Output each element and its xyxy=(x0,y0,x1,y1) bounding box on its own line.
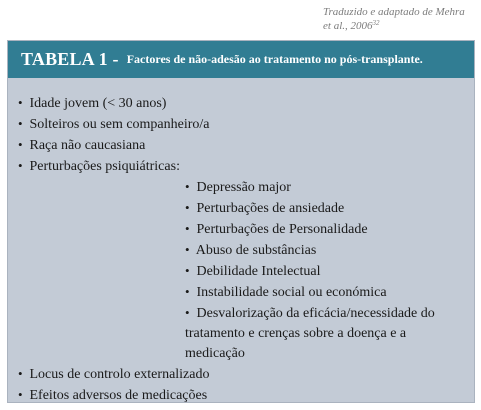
source-citation xyxy=(323,5,473,33)
sub-list-item-text: Perturbações de Personalidade xyxy=(196,222,368,237)
source-reference-number: 32 xyxy=(372,19,380,27)
psychiatric-subitems xyxy=(18,177,464,364)
bullet-icon: • xyxy=(185,200,190,215)
sub-list-item xyxy=(185,282,445,303)
sub-list-item xyxy=(185,303,445,364)
sub-list-item-text: Debilidade Intelectual xyxy=(196,264,321,279)
bullet-icon: • xyxy=(18,116,23,131)
sub-list-item xyxy=(185,261,445,282)
bullet-icon: • xyxy=(185,242,190,257)
table-header xyxy=(8,41,474,78)
sub-list-item-text: Depressão major xyxy=(196,180,291,195)
bullet-icon: • xyxy=(185,263,190,278)
sub-list-item xyxy=(185,198,445,219)
sub-list-item xyxy=(185,240,445,261)
list-item xyxy=(18,385,464,406)
table-title: Factores de não-adesão ao tratamento no pós-transplante. xyxy=(126,52,423,66)
list-item-text: Locus de controlo externalizado xyxy=(29,367,210,382)
list-item-text: Idade jovem (< 30 anos) xyxy=(29,96,167,111)
list-item xyxy=(18,114,464,135)
list-item xyxy=(18,156,464,364)
list-item-text: Efeitos adversos de medicações xyxy=(29,388,208,403)
bullet-icon: • xyxy=(185,284,190,299)
table-label: TABELA 1 - xyxy=(21,49,119,69)
sub-list-item-text: Instabilidade social ou económica xyxy=(196,285,387,300)
bullet-icon: • xyxy=(185,305,190,320)
bullet-icon: • xyxy=(185,221,190,236)
list-item xyxy=(18,93,464,114)
list-item xyxy=(18,135,464,156)
list-item-text: Raça não caucasiana xyxy=(29,138,146,153)
sub-list-item-text: Abuso de substâncias xyxy=(195,243,317,258)
bullet-icon: • xyxy=(18,137,23,152)
list-item-text: Solteiros ou sem companheiro/a xyxy=(29,117,210,132)
sub-list-item xyxy=(185,177,445,198)
list-item-text: Perturbações psiquiátricas: xyxy=(29,159,180,174)
bullet-icon: • xyxy=(18,95,23,110)
sub-list-item xyxy=(185,219,445,240)
bullet-icon: • xyxy=(185,179,190,194)
sub-list-item-text: Desvalorização da eficácia/necessidade do tratamento e crenças sobre a doença e a medicação xyxy=(185,306,435,361)
source-text: Traduzido e adaptado de Mehra et al., 2006 xyxy=(323,6,465,32)
table-1 xyxy=(7,40,475,403)
list-item xyxy=(18,364,464,385)
sub-list-item-text: Perturbações de ansiedade xyxy=(196,201,345,216)
bullet-icon: • xyxy=(18,158,23,173)
bullet-icon: • xyxy=(18,387,23,402)
factor-list xyxy=(18,93,464,406)
bullet-icon: • xyxy=(18,366,23,381)
